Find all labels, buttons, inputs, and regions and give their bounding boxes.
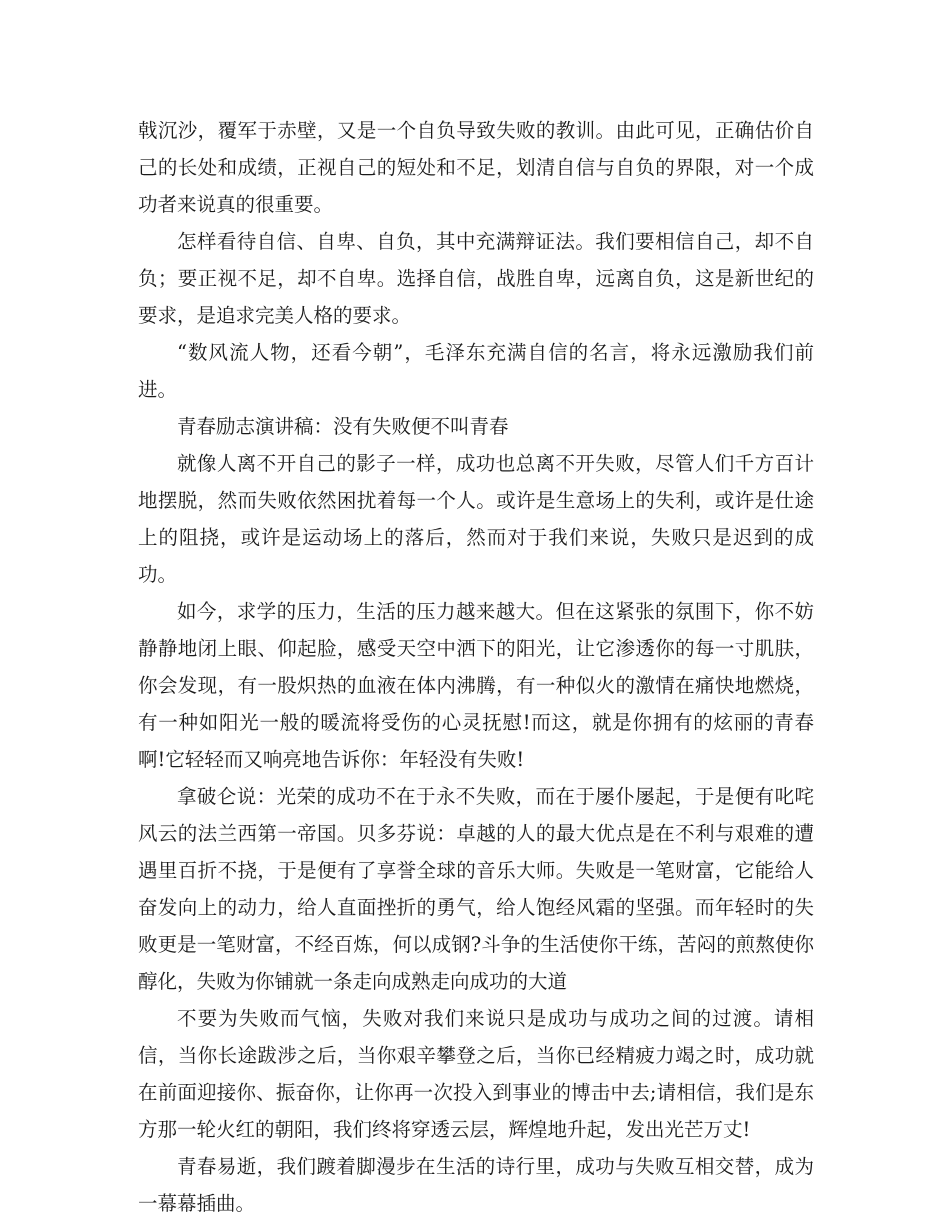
paragraph-6: 如今，求学的压力，生活的压力越来越大。但在这紧张的氛围下，你不妨静静地闭上眼、仰起脸，感受天空中洒下的阳光，让它渗透你的每一寸肌肤，你会发现，有一股炽热的血液在体内沸腾，有一种似火的激情在痛快地燃烧，有一种如阳光一般的暖流将受伤的心灵抚慰!而这，就是你拥有的炫丽的青春啊!它轻轻而又响亮地告诉你：年轻没有失败! bbox=[138, 600, 814, 771]
document-body bbox=[138, 112, 814, 1222]
paragraph-9: 青春易逝，我们踱着脚漫步在生活的诗行里，成功与失败互相交替，成为一幕幕插曲。 bbox=[138, 1155, 814, 1215]
paragraph-7: 拿破仑说：光荣的成功不在于永不失败，而在于屡仆屡起，于是便有叱咤风云的法兰西第一帝国。贝多芬说：卓越的人的最大优点是在不利与艰难的遭遇里百折不挠，于是便有了享誉全球的音乐大师。失败是一笔财富，它能给人奋发向上的动力，给人直面挫折的勇气，给人饱经风霜的坚强。而年轻时的失败更是一笔财富，不经百炼，何以成钢?斗争的生活使你干练，苦闷的煎熬使你醇化，失败为你铺就一条走向成熟走向成功的大道 bbox=[138, 785, 814, 993]
paragraph-3: “数风流人物，还看今朝”，毛泽东充满自信的名言，将永远激励我们前进。 bbox=[138, 341, 814, 401]
paragraph-1: 戟沉沙，覆军于赤壁，又是一个自负导致失败的教训。由此可见，正确估价自己的长处和成绩，正视自己的短处和不足，划清自信与自负的界限，对一个成功者来说真的很重要。 bbox=[138, 119, 814, 216]
paragraph-8: 不要为失败而气恼，失败对我们来说只是成功与成功之间的过渡。请相信，当你长途跋涉之后，当你艰辛攀登之后，当你已经精疲力竭之时，成功就在前面迎接你、振奋你，让你再一次投入到事业的博击中去;请相信，我们是东方那一轮火红的朝阳，我们终将穿透云层，辉煌地升起，发出光芒万丈! bbox=[138, 1007, 814, 1141]
speech-title: 青春励志演讲稿：没有失败便不叫青春 bbox=[177, 415, 509, 438]
paragraph-2: 怎样看待自信、自卑、自负，其中充满辩证法。我们要相信自己，却不自负；要正视不足，却不自卑。选择自信，战胜自卑，远离自负，这是新世纪的要求，是追求完美人格的要求。 bbox=[138, 230, 814, 327]
paragraph-5: 就像人离不开自己的影子一样，成功也总离不开失败，尽管人们千方百计地摆脱，然而失败依然困扰着每一个人。或许是生意场上的失利，或许是仕途上的阻挠，或许是运动场上的落后，然而对于我们来说，失败只是迟到的成功。 bbox=[138, 452, 814, 586]
